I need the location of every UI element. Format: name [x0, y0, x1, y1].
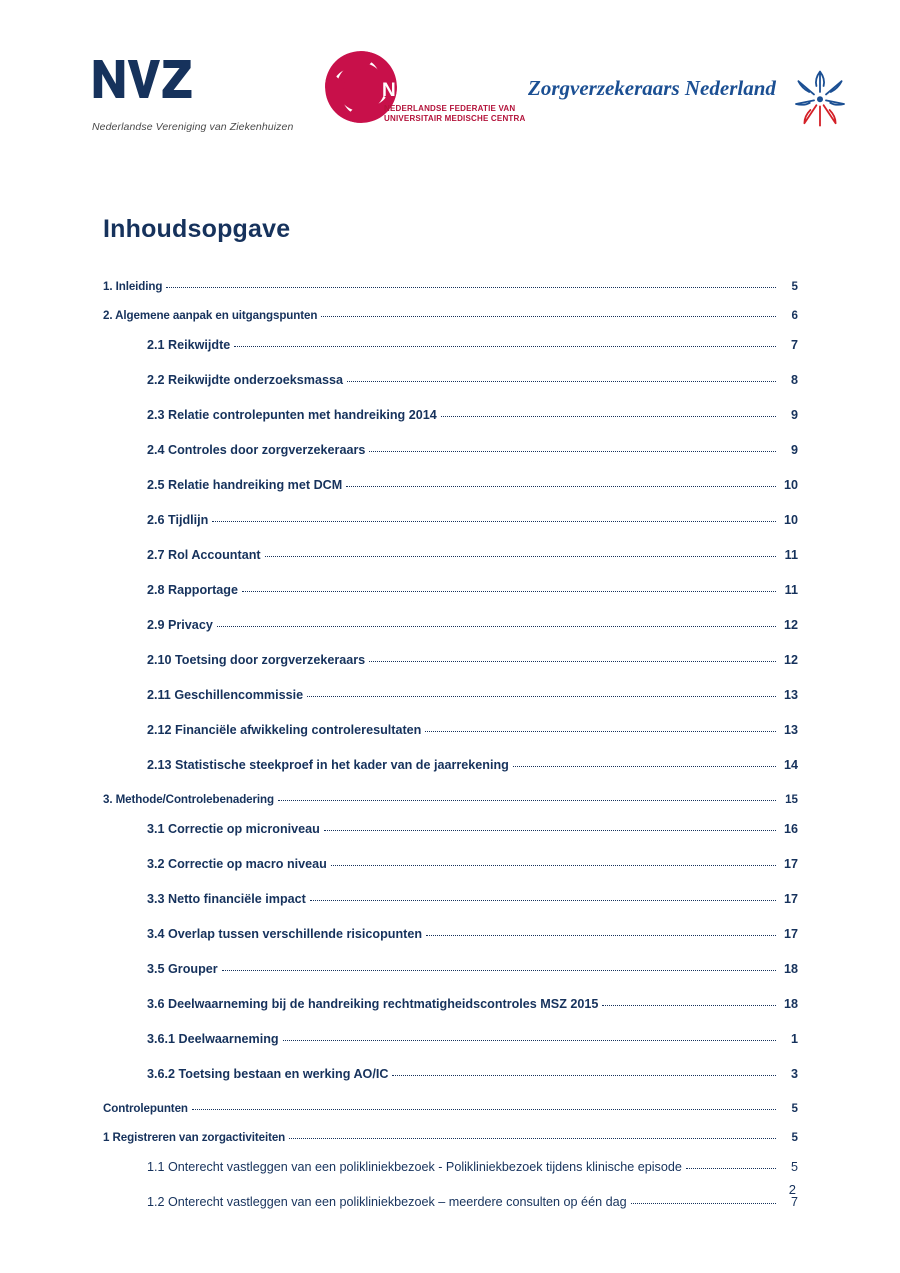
toc-leader-dots: [392, 1075, 776, 1076]
toc-entry[interactable]: [103, 1102, 798, 1131]
toc-leader-dots: [346, 486, 776, 487]
toc-entry-page: 5: [791, 1102, 798, 1115]
toc-entry-page: 7: [790, 338, 798, 352]
toc-entry-label: 3.2 Correctie op macro niveau: [147, 857, 327, 871]
toc-entry-page: 9: [790, 443, 798, 457]
toc-entry-label: 2.4 Controles door zorgverzekeraars: [147, 443, 366, 457]
toc-entry-label: 1.1 Onterecht vastleggen van een polikliniekbezoek - Polikliniekbezoek tijdens klinische episode: [147, 1160, 682, 1174]
toc-entry-page: 8: [790, 373, 798, 387]
toc-entry-page: 7: [790, 1195, 798, 1209]
toc-leader-dots: [289, 1138, 776, 1139]
toc-entry[interactable]: [103, 1032, 798, 1067]
toc-entry[interactable]: [103, 927, 798, 962]
toc-entry-label: 3.1 Correctie op microniveau: [147, 822, 320, 836]
nvz-logo-subtitle: Nederlandse Vereniging van Ziekenhuizen: [92, 121, 294, 133]
nvz-logo: [92, 56, 312, 133]
toc-leader-dots: [234, 346, 776, 347]
toc-entry[interactable]: [103, 618, 798, 653]
toc-entry[interactable]: [103, 583, 798, 618]
toc-entry[interactable]: [103, 309, 798, 338]
toc-leader-dots: [222, 970, 776, 971]
toc-entry-label: 3. Methode/Controlebenadering: [103, 793, 275, 806]
toc-leader-dots: [217, 626, 776, 627]
toc-entry-label: 3.6.2 Toetsing bestaan en werking AO/IC: [147, 1067, 389, 1081]
zn-logo-mark: Zorgverzekeraars Nederland: [528, 76, 776, 100]
toc-entry[interactable]: [103, 723, 798, 758]
toc-entry-page: 17: [783, 892, 798, 906]
toc-leader-dots: [686, 1168, 776, 1169]
toc-leader-dots: [265, 556, 776, 557]
toc-entry-page: 5: [791, 1131, 798, 1144]
toc-entry-label: 3.4 Overlap tussen verschillende risicopunten: [147, 927, 423, 941]
toc-entry-page: 13: [783, 688, 798, 702]
toc-entry[interactable]: [103, 857, 798, 892]
toc-entry[interactable]: [103, 1067, 798, 1102]
toc-entry[interactable]: [103, 513, 798, 548]
toc-entry-page: 14: [783, 758, 798, 772]
toc-entry[interactable]: [103, 1160, 798, 1195]
toc-leader-dots: [283, 1040, 776, 1041]
toc-leader-dots: [242, 591, 776, 592]
toc-entry-label: 2.2 Reikwijdte onderzoeksmassa: [147, 373, 343, 387]
toc-entry-label: 2.1 Reikwijdte: [147, 338, 231, 352]
toc-entry-label: 2.13 Statistische steekproef in het kader van de jaarrekening: [147, 758, 509, 772]
toc-entry-page: 16: [783, 822, 798, 836]
toc-entry[interactable]: [103, 653, 798, 688]
toc-leader-dots: [631, 1203, 776, 1204]
toc-entry-label: 2.6 Tijdlijn: [147, 513, 209, 527]
nfu-logo-mark: NFU: [382, 80, 423, 101]
logo-bar: [0, 48, 900, 148]
toc-entry-page: 10: [783, 478, 798, 492]
toc-entry-page: 3: [790, 1067, 798, 1081]
toc-entry-label: 2.10 Toetsing door zorgverzekeraars: [147, 653, 366, 667]
toc-entry[interactable]: [103, 373, 798, 408]
toc-entry-page: 9: [790, 408, 798, 422]
toc-leader-dots: [425, 731, 776, 732]
toc-leader-dots: [513, 766, 776, 767]
toc-entry[interactable]: [103, 962, 798, 997]
nfu-logo: [322, 48, 526, 140]
toc-entry-label: 2.8 Rapportage: [147, 583, 238, 597]
toc-leader-dots: [331, 865, 776, 866]
toc-entry-label: 2.9 Privacy: [147, 618, 213, 632]
toc-entry[interactable]: [103, 1195, 798, 1230]
toc-entry-label: 3.3 Netto financiële impact: [147, 892, 306, 906]
toc-entry-label: 2. Algemene aanpak en uitgangspunten: [103, 309, 318, 322]
nfu-logo-subtitle-line1: NEDERLANDSE FEDERATIE VAN: [384, 104, 516, 113]
toc-entry-label: 2.5 Relatie handreiking met DCM: [147, 478, 343, 492]
toc-entry[interactable]: [103, 688, 798, 723]
toc-entry-page: 10: [783, 513, 798, 527]
toc-entry-label: 3.6.1 Deelwaarneming: [147, 1032, 279, 1046]
nfu-logo-subtitle: [384, 104, 525, 124]
toc-leader-dots: [166, 287, 776, 288]
toc-entry[interactable]: [103, 822, 798, 857]
toc-entry[interactable]: [103, 280, 798, 309]
toc-entry[interactable]: [103, 758, 798, 793]
toc-entry-page: 12: [783, 618, 798, 632]
toc-leader-dots: [369, 661, 776, 662]
toc-entry[interactable]: [103, 443, 798, 478]
toc-entry-label: 1. Inleiding: [103, 280, 163, 293]
toc-leader-dots: [347, 381, 776, 382]
toc-entry-page: 11: [784, 583, 798, 597]
toc-entry-page: 5: [791, 280, 798, 293]
toc-leader-dots: [192, 1109, 776, 1110]
toc-leader-dots: [278, 800, 776, 801]
page-number: 2: [788, 1182, 796, 1197]
toc-entry-page: 5: [790, 1160, 798, 1174]
toc-entry[interactable]: [103, 338, 798, 373]
toc-entry-page: 11: [784, 548, 798, 562]
toc-entry[interactable]: [103, 1131, 798, 1160]
toc-entry-page: 17: [783, 927, 798, 941]
toc-leader-dots: [602, 1005, 776, 1006]
toc-entry-label: 1.2 Onterecht vastleggen van een polikliniekbezoek – meerdere consulten op één dag: [147, 1195, 627, 1209]
toc-entry[interactable]: [103, 892, 798, 927]
toc-entry-label: 2.3 Relatie controlepunten met handreiking 2014: [147, 408, 437, 422]
toc-entry[interactable]: [103, 793, 798, 822]
toc-entry[interactable]: [103, 997, 798, 1032]
toc-entry-page: 17: [783, 857, 798, 871]
toc-leader-dots: [212, 521, 776, 522]
toc-leader-dots: [369, 451, 776, 452]
toc-entry-label: 2.11 Geschillencommissie: [147, 688, 304, 702]
zn-starburst-icon: [790, 66, 850, 130]
toc-entry-page: 13: [783, 723, 798, 737]
toc-leader-dots: [324, 830, 776, 831]
page-title: Inhoudsopgave: [103, 215, 291, 243]
toc-entry-page: 1: [790, 1032, 798, 1046]
toc-entry-label: 1 Registreren van zorgactiviteiten: [103, 1131, 286, 1144]
toc-entry-label: 2.12 Financiële afwikkeling controleresultaten: [147, 723, 422, 737]
toc-leader-dots: [426, 935, 776, 936]
toc-entry-label: 3.5 Grouper: [147, 962, 218, 976]
toc-entry-page: 18: [783, 997, 798, 1011]
toc-entry-page: 15: [785, 793, 798, 806]
toc-entry[interactable]: [103, 548, 798, 583]
toc-leader-dots: [310, 900, 776, 901]
toc-leader-dots: [307, 696, 776, 697]
nfu-logo-subtitle-line2: UNIVERSITAIR MEDISCHE CENTRA: [384, 114, 526, 123]
zn-logo: [528, 68, 828, 128]
toc-entry-label: 3.6 Deelwaarneming bij de handreiking rechtmatigheidscontroles MSZ 2015: [147, 997, 599, 1011]
nvz-logo-mark: [92, 56, 279, 109]
toc-leader-dots: [441, 416, 776, 417]
toc-leader-dots: [321, 316, 776, 317]
toc-entry-label: 2.7 Rol Accountant: [147, 548, 261, 562]
table-of-contents: [103, 280, 798, 1230]
toc-entry-page: 12: [783, 653, 798, 667]
toc-entry[interactable]: [103, 408, 798, 443]
toc-entry[interactable]: [103, 478, 798, 513]
toc-entry-page: 6: [791, 309, 798, 322]
nvz-wordmark-icon: [92, 56, 194, 102]
toc-entry-page: 18: [783, 962, 798, 976]
toc-entry-label: Controlepunten: [103, 1102, 188, 1115]
